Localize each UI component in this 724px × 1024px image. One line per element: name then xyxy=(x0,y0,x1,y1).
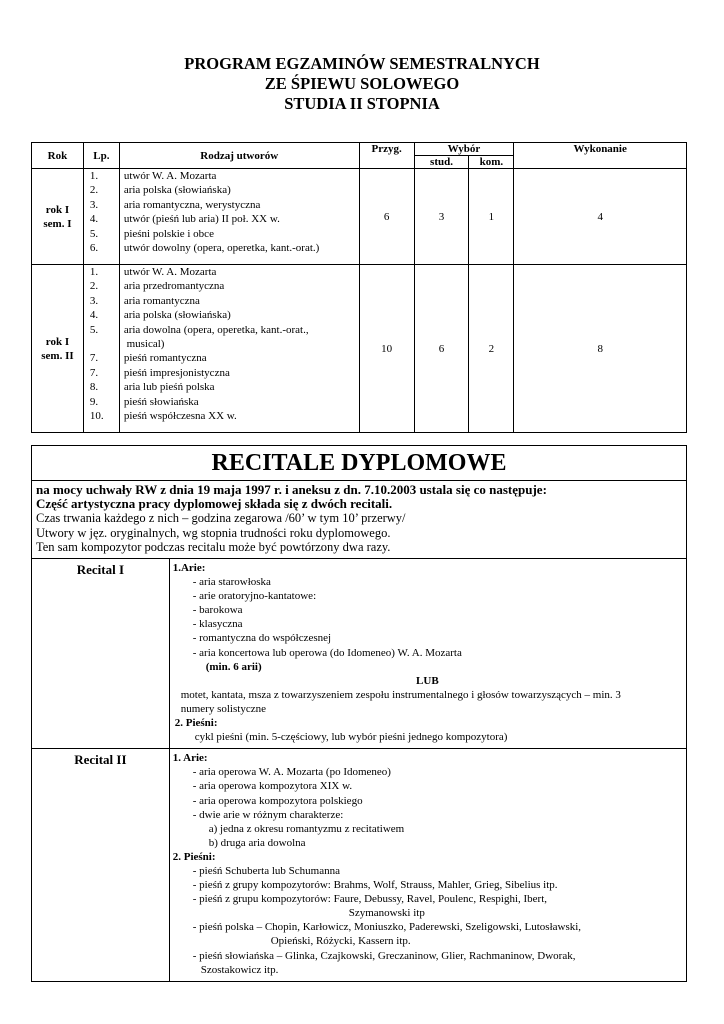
lp-number: 10. xyxy=(89,409,104,422)
lp-number: 1. xyxy=(89,266,99,278)
lp-number: 5. xyxy=(89,227,99,240)
list-item: - arie oratoryjno-kantatowe: xyxy=(192,590,317,603)
lp-number: 7. xyxy=(89,352,99,365)
list-item: utwór W. A. Mozarta xyxy=(123,170,217,182)
header-wykonanie: Wykonanie xyxy=(514,143,687,169)
sem-label: sem. I xyxy=(43,217,72,230)
intro-line-2: Utwory w jęz. oryginalnych, wg stopnia trudności roku dyplomowego. xyxy=(36,525,391,540)
recital-1-content xyxy=(169,559,686,749)
intro-line-3: Ten sam kompozytor podczas recitalu może być powtórzony dwa razy. xyxy=(36,539,391,554)
lp-number: 2. xyxy=(89,184,99,197)
motet-text: numery solistyczne xyxy=(180,702,266,715)
lp-number: 7. xyxy=(89,366,99,379)
section-heading: 2. Pieśni: xyxy=(172,850,216,863)
rodzaj-cell xyxy=(119,265,359,433)
list-item: musical) xyxy=(123,337,165,350)
lp-number: 8. xyxy=(89,381,99,394)
list-item: b) druga aria dowolna xyxy=(208,836,306,849)
header-wybor: Wybór xyxy=(414,143,514,156)
list-item: aria romantyczna, werystyczna xyxy=(123,198,261,211)
lp-number: 4. xyxy=(89,213,99,226)
lp-number xyxy=(90,337,119,351)
intro-line-1: Czas trwania każdego z nich – godzina zegarowa /60’ w tym 10’ przerwy/ xyxy=(36,511,406,526)
list-item: pieśń romantyczna xyxy=(123,352,207,365)
list-item: - dwie arie w różnym charakterze: xyxy=(192,808,344,821)
list-item: - romantyczna do współczesnej xyxy=(192,632,332,645)
list-item: - pieśń polska – Chopin, Karłowicz, Moniuszko, Paderewski, Szeligowski, Lutosławski, xyxy=(192,921,582,934)
list-item: pieśń współczesna XX w. xyxy=(123,409,237,422)
lp-number: 6. xyxy=(89,241,99,254)
list-item: aria przedromantyczna xyxy=(123,280,225,293)
recitale-heading: RECITALE DYPLOMOWE xyxy=(32,446,687,481)
list-item: pieśń impresjonistyczna xyxy=(123,366,230,379)
title-line-3: STUDIA II STOPNIA xyxy=(284,94,440,113)
section-heading: 1.Arie: xyxy=(172,562,206,575)
wykonanie-value: 4 xyxy=(514,169,687,265)
list-item: cykl pieśni (min. 5-częściowy, lub wybór pieśni jednego kompozytora) xyxy=(194,731,508,744)
section-heading: 1. Arie: xyxy=(172,752,208,765)
rok-label: rok I xyxy=(45,335,70,348)
list-item: - pieśń słowiańska – Glinka, Czajkowski, Greczaninow, Glier, Rachmaninow, Dworak, xyxy=(192,949,576,962)
list-item: - aria koncertowa lub operowa (do Idomeneo) W. A. Mozarta xyxy=(192,646,462,659)
list-item: aria romantyczna xyxy=(123,294,200,307)
lp-number: 5. xyxy=(89,323,99,336)
recital-1-name: Recital I xyxy=(32,559,170,749)
list-item-continuation: Opieński, Różycki, Kassern itp. xyxy=(270,935,411,948)
lp-number: 3. xyxy=(89,198,99,211)
list-item: - aria operowa W. A. Mozarta (po Idomeneo) xyxy=(192,766,391,779)
list-item: aria polska (słowiańska) xyxy=(123,184,231,197)
header-rodzaj: Rodzaj utworów xyxy=(119,143,359,169)
table-row-sem1 xyxy=(32,169,687,265)
exam-program-table xyxy=(31,142,687,433)
lp-number: 3. xyxy=(89,294,99,307)
document-title xyxy=(0,54,724,114)
header-rok: Rok xyxy=(32,143,84,169)
lp-number: 1. xyxy=(89,170,99,182)
section-heading: 2. Pieśni: xyxy=(174,717,218,730)
list-item: a) jedna z okresu romantyzmu z recitatiwem xyxy=(208,822,405,835)
recital-2-content xyxy=(169,749,686,982)
min-note: (min. 6 arii) xyxy=(205,660,262,673)
recitale-table xyxy=(31,445,687,982)
list-item: - pieśń z grupu kompozytorów: Faure, Debussy, Ravel, Poulenc, Respighi, Ibert, xyxy=(192,893,548,906)
wykonanie-value: 8 xyxy=(514,265,687,433)
list-item: aria polska (słowiańska) xyxy=(123,309,231,322)
list-item: aria lub pieśń polska xyxy=(123,381,215,394)
kom-value: 1 xyxy=(469,169,514,265)
header-lp: Lp. xyxy=(83,143,119,169)
list-item: - aria operowa kompozytora polskiego xyxy=(192,794,363,807)
recitale-intro xyxy=(32,481,687,559)
intro-bold-2: Część artystyczna pracy dyplomowej składa się z dwóch recitali. xyxy=(36,496,393,512)
lp-number: 2. xyxy=(89,280,99,293)
list-item: - barokowa xyxy=(192,604,243,617)
przyg-value: 10 xyxy=(359,265,414,433)
list-item: - pieśń z grupy kompozytorów: Brahms, Wolf, Strauss, Mahler, Grieg, Sibelius itp. xyxy=(192,879,558,892)
intro-bold-1: na mocy uchwały RW z dnia 19 maja 1997 r. i aneksu z dn. 7.10.2003 ustala się co następuje: xyxy=(36,482,547,497)
lp-cell xyxy=(83,169,119,265)
lp-number: 4. xyxy=(89,309,99,322)
stud-value: 3 xyxy=(414,169,469,265)
list-item: - pieśń Schuberta lub Schumanna xyxy=(192,864,340,877)
lub-label: LUB xyxy=(416,674,439,687)
list-item: - klasyczna xyxy=(192,618,243,631)
list-item: aria dowolna (opera, operetka, kant.-orat., xyxy=(123,323,309,336)
kom-value: 2 xyxy=(469,265,514,433)
motet-text: motet, kantata, msza z towarzyszeniem zespołu instrumentalnego i głosów towarzyszących – min. 3 xyxy=(180,688,621,701)
stud-value: 6 xyxy=(414,265,469,433)
list-item: utwór W. A. Mozarta xyxy=(123,266,217,278)
przyg-value: 6 xyxy=(359,169,414,265)
list-item: - aria operowa kompozytora XIX w. xyxy=(192,780,353,793)
table-row-sem2 xyxy=(32,265,687,433)
list-item-continuation: Szostakowicz itp. xyxy=(200,963,279,976)
lp-number: 9. xyxy=(89,395,99,408)
list-item: pieśni polskie i obce xyxy=(123,227,214,240)
list-item: utwór (pieśń lub aria) II poł. XX w. xyxy=(123,213,280,226)
lp-cell xyxy=(83,265,119,433)
title-line-2: ZE ŚPIEWU SOLOWEGO xyxy=(264,74,460,93)
header-przyg: Przyg. xyxy=(359,143,414,169)
title-line-1: PROGRAM EGZAMINÓW SEMESTRALNYCH xyxy=(184,54,540,73)
rok-cell xyxy=(32,265,84,433)
rodzaj-cell xyxy=(119,169,359,265)
recital-2-name: Recital II xyxy=(32,749,170,982)
list-item: pieśń słowiańska xyxy=(123,395,199,408)
rok-cell xyxy=(32,169,84,265)
rok-label: rok I xyxy=(45,203,70,216)
header-stud: stud. xyxy=(414,156,469,169)
list-item-continuation: Szymanowski itp xyxy=(348,907,425,920)
sem-label: sem. II xyxy=(41,349,74,362)
list-item: - aria starowłoska xyxy=(192,576,271,589)
list-item: utwór dowolny (opera, operetka, kant.-orat.) xyxy=(123,241,320,254)
header-kom: kom. xyxy=(469,156,514,169)
